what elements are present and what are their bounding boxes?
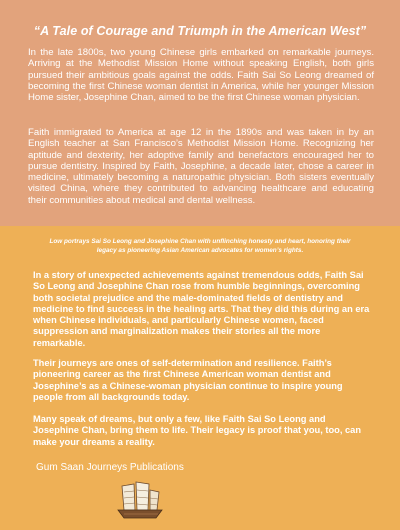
review-quote: Low portrays Sai So Leong and Josephine Chan with unflinching honesty and heart, honoring their legacy as pioneering Asian American advocates for women’s rights. <box>49 238 351 255</box>
body-paragraph-3: Many speak of dreams, but only a few, like Faith Sai So Leong and Josephine Chan, bring them to life. Their legacy is proof that you, too, can make your dreams a reality. <box>33 414 362 447</box>
body-paragraph-2: Their journeys are ones of self-determination and resilience. Faith’s pioneering career as the first Chinese American woman dentist and Josephine’s as a Chinese-woman physician continue to inspire young people from all backgrounds today. <box>33 358 343 402</box>
intro-paragraph-2: Faith immigrated to America at age 12 in the 1890s and was taken in by an English teacher at San Francisco’s Methodist Mission Home. Recognizing her aptitude and dexterity, her adoptive family and benefactors encouraged her to pursue dentistry. Inspired by Faith, Josephine, a decade later, chose a career in medicine, ultimately becoming a naturopathic physician. Both sisters eventually visited China, where they contributed to advancing healthcare and educating their communities about medical and dental wellness. <box>28 127 374 206</box>
publisher-name: Gum Saan Journeys Publications <box>36 462 184 473</box>
body-paragraph-1: In a story of unexpected achievements against tremendous odds, Faith Sai So Leong and Josephine Chan rose from humble beginnings, overcoming both societal prejudice and the male-dominated fields of dentistry and medicine to find success in the healing arts. That they did this during an era when Chinese individuals, and particularly Chinese women, faced suppression and marginalization makes their stories all the more remarkable. <box>33 270 370 348</box>
junk-ship-icon <box>116 480 164 522</box>
intro-paragraph-1: In the late 1800s, two young Chinese girls embarked on remarkable journeys. Arriving at the Methodist Mission Home without speaking English, both girls pursued their ambitious goals against the odds. Faith Sai So Leong dreamed of becoming the first Chinese woman dentist in America, while her younger Mission Home sister, Josephine Chan, aimed to be the first Chinese woman physician. <box>28 47 374 104</box>
tagline: “A Tale of Courage and Triumph in the American West” <box>33 24 367 38</box>
